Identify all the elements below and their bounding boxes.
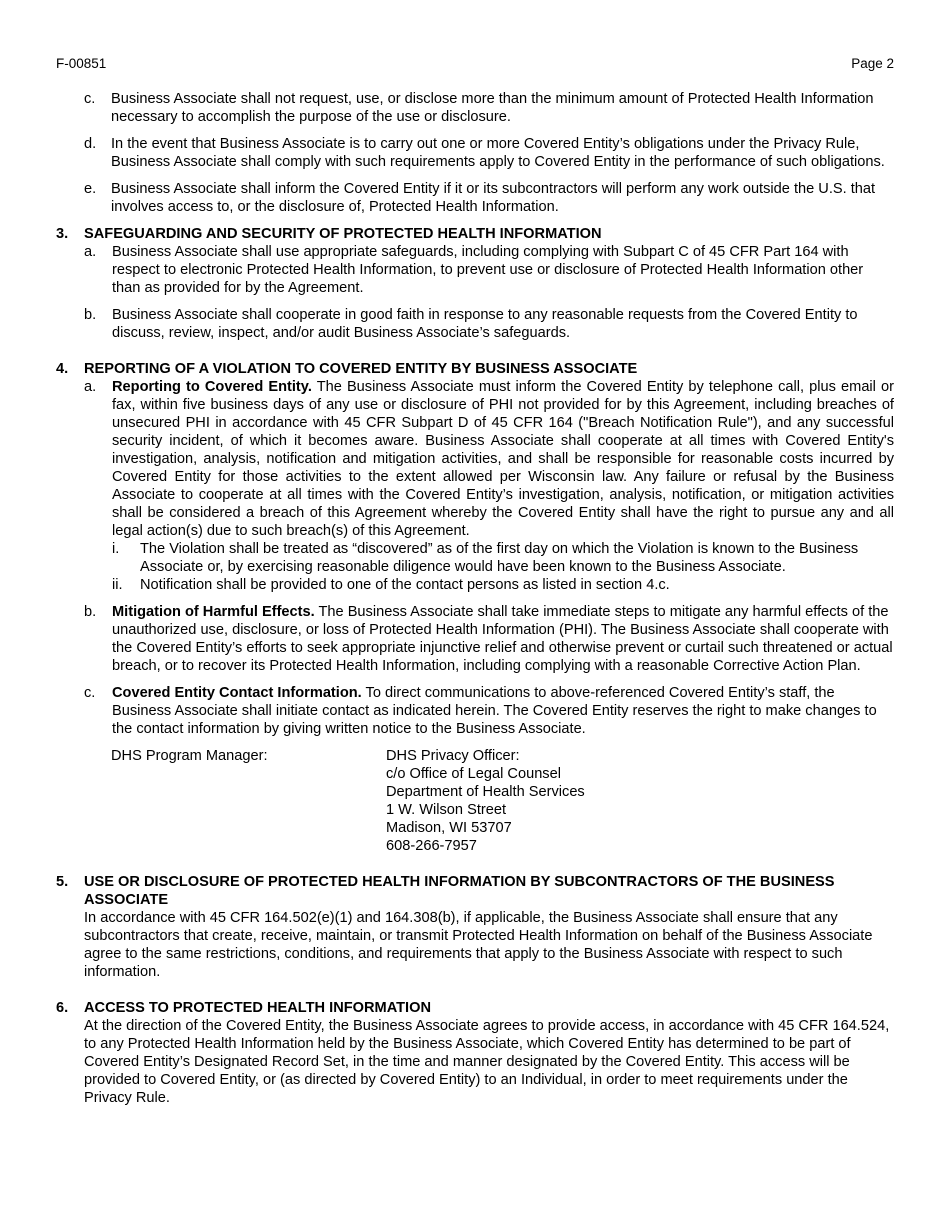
- document-body: [56, 90, 894, 1107]
- item-label: b.: [84, 604, 97, 620]
- item-label: a.: [84, 244, 97, 260]
- contact-block: [56, 747, 894, 855]
- privacy-officer-address: [386, 747, 585, 855]
- section-3: [56, 225, 894, 342]
- item-text: [112, 684, 894, 738]
- subitem-ii: [112, 576, 894, 594]
- section-4-item-c: [84, 684, 894, 738]
- item-text: Notification shall be provided to one of the contact persons as listed in section 4.c.: [140, 577, 670, 593]
- section-text: At the direction of the Covered Entity, the Business Associate agrees to provide access, in accordance with 45 CFR 164.524, to any Protected Health Information held by the Business Associate, which Covered Entity has determined to be part of Covered Entity’s Designated Record Set, in the time and manner designated by the Covered Entity. This access will be provided to Covered Entity, or (as directed by Covered Entity) to an Individual, in order to meet requirements under the Privacy Rule.: [84, 1018, 890, 1106]
- item-body: The Business Associate must inform the Covered Entity by telephone call, plus email or fax, within five business days of any use or disclosure of PHI not provided for by this Agreement, including breaches of unsecured PHI in accordance with 45 CFR Subpart D of 45 CFR 164 ("Breach Notification Rule"), and any successful security incident, of which it becomes aware. Business Associate shall cooperate at all times with Covered Entity's investigation, analysis, notification and mitigation activities, and shall be responsible for reasonable costs incurred by Covered Entity for those activities to the extent allowed per Wisconsin law. Any failure or refusal by the Business Associate to cooperate at all times with the Covered Entity’s investigation, analysis, notification, or mitigation activities shall be considered a breach of this Agreement whereby the Covered Entity shall have the right to pursue any and all legal action(s) due to such breach(s) of this Agreement.: [112, 379, 894, 539]
- section-title: ACCESS TO PROTECTED HEALTH INFORMATION: [84, 1000, 432, 1016]
- list-item-e: [56, 180, 894, 216]
- page-number: Page 2: [851, 56, 894, 71]
- item-lead: Covered Entity Contact Information.: [112, 685, 362, 701]
- item-text: The Violation shall be treated as “discovered” as of the first day on which the Violation is known to the Business Associate or, by exercising reasonable diligence would have been known to the Business Associate.: [140, 541, 859, 575]
- section-3-item-b: [84, 306, 894, 342]
- item-text: Business Associate shall use appropriate safeguards, including complying with Subpart C of 45 CFR Part 164 with respect to electronic Protected Health Information, to prevent use or disclosure of Protected Health Information other than as provided for by the Agreement.: [112, 244, 864, 296]
- address-line: Madison, WI 53707: [386, 820, 512, 836]
- list-item-c: [56, 90, 894, 126]
- section-3-item-a: [84, 243, 894, 297]
- item-label: d.: [84, 136, 97, 152]
- item-label: ii.: [112, 577, 123, 593]
- section-5: [56, 873, 894, 981]
- address-line: 1 W. Wilson Street: [386, 802, 507, 818]
- item-lead: Mitigation of Harmful Effects.: [112, 604, 315, 620]
- address-line: c/o Office of Legal Counsel: [386, 766, 561, 782]
- item-label: b.: [84, 307, 97, 323]
- section-text: In accordance with 45 CFR 164.502(e)(1) and 164.308(b), if applicable, the Business Associate shall ensure that any subcontractors that create, receive, maintain, or transmit Protected Health Information on behalf of the Business Associate agree to the same restrictions, conditions, and requirements that apply to the Business Associate with respect to such information.: [84, 910, 873, 980]
- section-title: REPORTING OF A VIOLATION TO COVERED ENTITY BY BUSINESS ASSOCIATE: [84, 361, 638, 377]
- item-label: c.: [84, 91, 96, 107]
- item-body: To direct communications to above-referenced Covered Entity’s staff, the Business Associate shall initiate contact as indicated herein. The Covered Entity reserves the right to make changes to the contact information by giving written notice to the Business Associate.: [112, 685, 877, 737]
- item-text: Business Associate shall cooperate in good faith in response to any reasonable requests from the Covered Entity to discuss, review, inspect, and/or audit Business Associate’s safeguards.: [112, 307, 858, 341]
- section-number: 5.: [56, 874, 69, 890]
- item-label: e.: [84, 181, 97, 197]
- address-line: Department of Health Services: [386, 784, 585, 800]
- section-4-item-b: [84, 603, 894, 675]
- item-text: [112, 378, 894, 540]
- section-title: SAFEGUARDING AND SECURITY OF PROTECTED HEALTH INFORMATION: [84, 226, 602, 242]
- item-text: Business Associate shall inform the Covered Entity if it or its subcontractors will perform any work outside the U.S. that involves access to, or the disclosure of, Protected Health Information.: [111, 181, 876, 215]
- item-lead: Reporting to Covered Entity.: [112, 379, 312, 395]
- section-number: 4.: [56, 361, 69, 377]
- list-item-d: [56, 135, 894, 171]
- section-title: USE OR DISCLOSURE OF PROTECTED HEALTH INFORMATION BY SUBCONTRACTORS OF THE BUSINESS ASSOCIATE: [84, 874, 835, 908]
- section-4-item-a: [84, 378, 894, 594]
- item-label: c.: [84, 685, 96, 701]
- item-label: a.: [84, 379, 97, 395]
- subitem-i: [112, 540, 894, 576]
- section-6: [56, 999, 894, 1107]
- item-text: In the event that Business Associate is to carry out one or more Covered Entity’s obligations under the Privacy Rule, Business Associate shall comply with such requirements apply to Covered Entity in the performance of such obligations.: [111, 136, 885, 170]
- address-line: DHS Privacy Officer:: [386, 748, 520, 764]
- section-4: [56, 360, 894, 738]
- form-id: F-00851: [56, 56, 107, 71]
- program-manager-label: DHS Program Manager:: [111, 748, 268, 764]
- phone-number: 608-266-7957: [386, 838, 477, 854]
- section-number: 6.: [56, 1000, 69, 1016]
- item-label: i.: [112, 541, 120, 557]
- item-text: Business Associate shall not request, use, or disclose more than the minimum amount of Protected Health Information necessary to accomplish the purpose of the use or disclosure.: [111, 91, 874, 125]
- item-body: The Business Associate shall take immediate steps to mitigate any harmful effects of the unauthorized use, disclosure, or loss of Protected Health Information (PHI). The Business Associate shall cooperate with the Covered Entity’s efforts to seek appropriate injunctive relief and otherwise prevent or curtail such threatened or actual breach, or to recover its Protected Health Information, including complying with a reasonable Corrective Action Plan.: [112, 604, 893, 674]
- item-text: [112, 603, 894, 675]
- section-number: 3.: [56, 226, 69, 242]
